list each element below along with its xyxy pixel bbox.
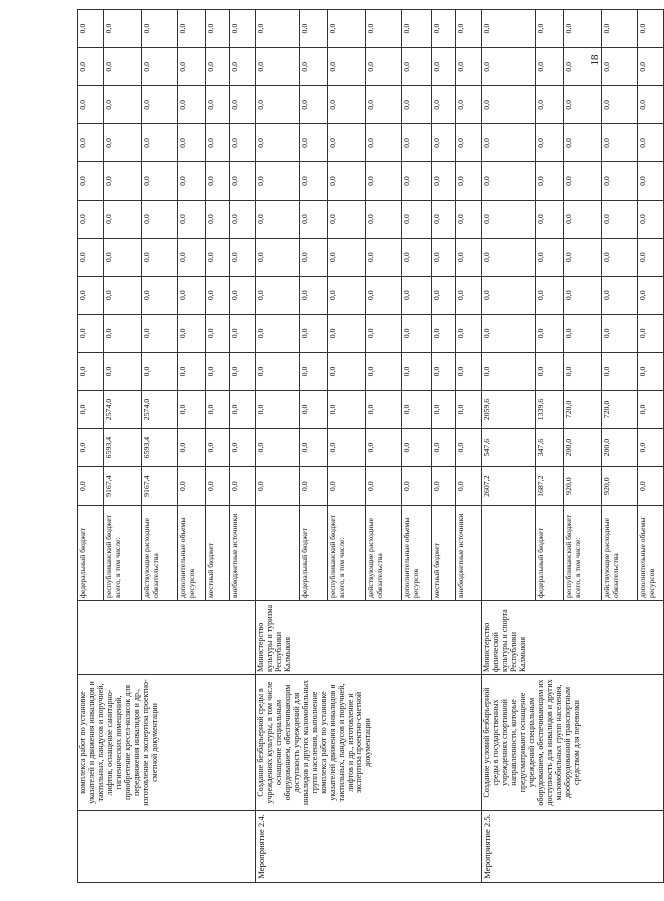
value-cell: 0,0: [432, 352, 456, 390]
value-cell: 0,0: [300, 48, 328, 86]
value-cell: 0,0: [104, 48, 142, 86]
value-cell: 720,0: [602, 390, 638, 428]
value-cell: 0,0: [230, 162, 256, 200]
value-cell: 0,0: [536, 238, 564, 276]
value-cell: 0,0: [366, 352, 402, 390]
value-cell: 0,0: [78, 352, 104, 390]
value-cell: 920,0: [602, 467, 638, 506]
value-cell: 2059,6: [482, 390, 536, 428]
value-cell: 0,0: [142, 10, 178, 48]
value-cell: 0,0: [482, 48, 536, 86]
value-cell: 0,0: [178, 429, 206, 467]
value-cell: 6593,4: [142, 429, 178, 467]
table-row: [482, 10, 536, 883]
value-cell: 0,0: [206, 10, 230, 48]
value-cell: 0,0: [602, 124, 638, 162]
value-cell: 0,0: [402, 86, 432, 124]
page-number: 18: [589, 54, 601, 66]
value-cell: 0,0: [178, 200, 206, 238]
value-cell: 0,0: [456, 162, 482, 200]
value-cell: 0,0: [206, 238, 230, 276]
value-cell: 0,0: [300, 352, 328, 390]
value-cell: 0,0: [256, 352, 300, 390]
value-cell: 0,0: [638, 86, 664, 124]
value-cell: 0,0: [78, 124, 104, 162]
value-cell: 0,0: [638, 390, 664, 428]
value-cell: 0,0: [300, 200, 328, 238]
value-cell: 0,0: [456, 467, 482, 506]
value-cell: 0,0: [142, 86, 178, 124]
value-cell: 0,0: [564, 86, 602, 124]
value-cell: 0,0: [142, 352, 178, 390]
value-cell: 200,0: [564, 429, 602, 467]
value-cell: 0,0: [256, 429, 300, 467]
value-cell: 0,0: [638, 48, 664, 86]
value-cell: 0,0: [142, 200, 178, 238]
value-cell: 0,0: [142, 314, 178, 352]
value-cell: 0,0: [178, 467, 206, 506]
value-cell: 0,0: [178, 390, 206, 428]
value-cell: 6593,4: [104, 429, 142, 467]
value-cell: 0,0: [230, 429, 256, 467]
value-cell: 0,0: [602, 314, 638, 352]
value-cell: 0,0: [602, 200, 638, 238]
value-cell: 0,0: [564, 124, 602, 162]
value-cell: 0,0: [482, 238, 536, 276]
value-cell: 0,0: [456, 429, 482, 467]
value-cell: 0,0: [178, 162, 206, 200]
value-cell: 0,0: [256, 467, 300, 506]
value-cell: 0,0: [142, 238, 178, 276]
value-cell: 0,0: [300, 276, 328, 314]
table-row: [78, 10, 104, 883]
value-cell: 200,0: [602, 429, 638, 467]
value-cell: 0,0: [602, 352, 638, 390]
value-cell: 2574,0: [142, 390, 178, 428]
value-cell: 0,0: [206, 352, 230, 390]
value-cell: 0,0: [456, 48, 482, 86]
value-cell: 0,0: [142, 48, 178, 86]
value-cell: 0,0: [206, 124, 230, 162]
value-cell: 0,0: [366, 200, 402, 238]
value-cell: 0,0: [256, 48, 300, 86]
value-cell: 0,0: [366, 124, 402, 162]
value-cell: 2574,0: [104, 390, 142, 428]
funding-source-cell: [256, 506, 300, 601]
value-cell: 0,0: [256, 238, 300, 276]
funding-source-cell: внебюджетные источники: [456, 506, 482, 601]
measure-cell: [78, 810, 256, 882]
value-cell: 0,0: [564, 10, 602, 48]
value-cell: 0,0: [300, 390, 328, 428]
value-cell: 0,0: [432, 276, 456, 314]
value-cell: 0,0: [482, 276, 536, 314]
value-cell: 0,0: [638, 429, 664, 467]
value-cell: 0,0: [402, 162, 432, 200]
funding-source-cell: республиканский бюджет всего, в том числе:: [328, 506, 366, 601]
value-cell: 0,0: [432, 162, 456, 200]
value-cell: 0,0: [178, 238, 206, 276]
funding-source-cell: местный бюджет: [206, 506, 230, 601]
value-cell: 0,0: [536, 86, 564, 124]
value-cell: 0,0: [256, 86, 300, 124]
value-cell: 9167,4: [104, 467, 142, 506]
value-cell: 0,0: [206, 429, 230, 467]
action-description-cell: Создание условий безбарьерной среды в государственных учреждениях спортивной направленности, которые предусматривают оснащение учреждений специальным оборудованием, обеспечивающим их доступность для инвалидов и других маломобильных групп населения, дооборудованной транспортным средством для перевозки: [482, 675, 664, 811]
value-cell: 0,0: [456, 200, 482, 238]
rotated-table-wrapper: [77, 9, 656, 883]
value-cell: 0,0: [328, 276, 366, 314]
value-cell: 0,0: [564, 276, 602, 314]
value-cell: 0,0: [432, 314, 456, 352]
value-cell: 0,0: [256, 200, 300, 238]
value-cell: 0,0: [638, 124, 664, 162]
value-cell: 0,0: [402, 429, 432, 467]
value-cell: 0,0: [256, 162, 300, 200]
value-cell: 0,0: [482, 314, 536, 352]
value-cell: 0,0: [256, 10, 300, 48]
value-cell: 0,0: [104, 276, 142, 314]
value-cell: 0,0: [300, 238, 328, 276]
value-cell: 0,0: [230, 467, 256, 506]
value-cell: 0,0: [602, 276, 638, 314]
measure-cell: Мероприятие 2.4.: [256, 810, 482, 882]
funding-source-cell: федеральный бюджет: [536, 506, 564, 601]
value-cell: 0,0: [482, 352, 536, 390]
value-cell: 0,0: [230, 86, 256, 124]
value-cell: 0,0: [402, 467, 432, 506]
value-cell: 0,0: [432, 10, 456, 48]
value-cell: 720,0: [564, 390, 602, 428]
value-cell: 0,0: [230, 10, 256, 48]
value-cell: 0,0: [104, 86, 142, 124]
value-cell: 0,0: [638, 200, 664, 238]
value-cell: 0,0: [366, 86, 402, 124]
value-cell: 0,0: [328, 429, 366, 467]
executor-cell: Министерство культуры и туризма Республики Калмыкия: [256, 600, 482, 674]
value-cell: 0,0: [366, 162, 402, 200]
funding-source-cell: дополнительные объемы ресурсов: [178, 506, 206, 601]
value-cell: 0,0: [482, 200, 536, 238]
funding-source-cell: дополнительные объемы ресурсов: [638, 506, 664, 601]
value-cell: 0,0: [78, 10, 104, 48]
value-cell: 0,0: [328, 124, 366, 162]
value-cell: 0,0: [638, 162, 664, 200]
value-cell: 0,0: [638, 10, 664, 48]
value-cell: 0,0: [602, 86, 638, 124]
value-cell: 0,0: [300, 10, 328, 48]
value-cell: 0,0: [78, 276, 104, 314]
funding-source-cell: действующие расходные обязательства: [366, 506, 402, 601]
value-cell: 0,0: [402, 238, 432, 276]
value-cell: 0,0: [602, 10, 638, 48]
value-cell: 0,0: [536, 10, 564, 48]
table-row: [256, 10, 300, 883]
value-cell: 0,0: [366, 429, 402, 467]
executor-cell: [78, 600, 256, 674]
funding-source-cell: республиканский бюджет всего, в том числе:: [564, 506, 602, 601]
action-description-cell: комплекса работ по установке указателей и движения инвалидов и тактильных, пандусов и поручней, лифтов, оснащение санитарно-гигиенических помещений, приобретение кресел-колясок для передвижения инвалидов и др., изготовление и экспертиза проектно-сметной документации: [78, 675, 256, 811]
value-cell: 0,0: [230, 124, 256, 162]
value-cell: 0,0: [402, 48, 432, 86]
value-cell: 0,0: [206, 276, 230, 314]
value-cell: 0,0: [206, 86, 230, 124]
value-cell: 0,0: [256, 390, 300, 428]
value-cell: 0,0: [536, 352, 564, 390]
value-cell: 0,0: [366, 238, 402, 276]
value-cell: 0,0: [300, 467, 328, 506]
value-cell: 0,0: [328, 162, 366, 200]
value-cell: 0,0: [536, 314, 564, 352]
value-cell: 0,0: [432, 390, 456, 428]
value-cell: 2607,2: [482, 467, 536, 506]
value-cell: 0,0: [78, 314, 104, 352]
value-cell: 0,0: [178, 86, 206, 124]
value-cell: 0,0: [456, 86, 482, 124]
funding-source-cell: местный бюджет: [432, 506, 456, 601]
value-cell: 0,0: [78, 48, 104, 86]
value-cell: 0,0: [432, 200, 456, 238]
value-cell: 0,0: [300, 314, 328, 352]
value-cell: 0,0: [104, 200, 142, 238]
value-cell: 0,0: [366, 390, 402, 428]
value-cell: 0,0: [78, 467, 104, 506]
value-cell: 0,0: [206, 200, 230, 238]
value-cell: 0,0: [328, 467, 366, 506]
funding-source-cell: действующие расходные обязательства: [142, 506, 178, 601]
value-cell: 0,0: [432, 124, 456, 162]
value-cell: 0,0: [402, 10, 432, 48]
value-cell: 0,0: [104, 162, 142, 200]
value-cell: 0,0: [256, 276, 300, 314]
value-cell: 0,0: [178, 314, 206, 352]
value-cell: 0,0: [78, 162, 104, 200]
value-cell: 0,0: [300, 429, 328, 467]
value-cell: 920,0: [564, 467, 602, 506]
value-cell: 0,0: [300, 162, 328, 200]
value-cell: 0,0: [456, 352, 482, 390]
value-cell: 0,0: [432, 467, 456, 506]
value-cell: 0,0: [230, 238, 256, 276]
value-cell: 0,0: [328, 48, 366, 86]
value-cell: 0,0: [602, 48, 638, 86]
value-cell: 0,0: [402, 314, 432, 352]
value-cell: 0,0: [230, 352, 256, 390]
value-cell: 0,0: [78, 390, 104, 428]
value-cell: 0,0: [104, 124, 142, 162]
value-cell: 0,0: [536, 276, 564, 314]
value-cell: 0,0: [256, 124, 300, 162]
value-cell: 0,0: [300, 124, 328, 162]
value-cell: 0,0: [78, 86, 104, 124]
value-cell: 347,6: [536, 429, 564, 467]
measure-cell: Мероприятие 2.5.: [482, 810, 664, 882]
value-cell: 0,0: [230, 390, 256, 428]
value-cell: 0,0: [104, 238, 142, 276]
value-cell: 0,0: [178, 48, 206, 86]
value-cell: 0,0: [206, 48, 230, 86]
value-cell: 0,0: [564, 352, 602, 390]
value-cell: 0,0: [456, 276, 482, 314]
value-cell: 0,0: [142, 124, 178, 162]
funding-source-cell: федеральный бюджет: [300, 506, 328, 601]
value-cell: 0,0: [328, 10, 366, 48]
value-cell: 0,0: [602, 238, 638, 276]
value-cell: 0,0: [78, 200, 104, 238]
value-cell: 0,0: [178, 124, 206, 162]
value-cell: 0,0: [456, 314, 482, 352]
value-cell: 0,0: [456, 124, 482, 162]
value-cell: 0,0: [536, 48, 564, 86]
value-cell: 0,0: [602, 162, 638, 200]
value-cell: 0,0: [78, 429, 104, 467]
value-cell: 0,0: [178, 352, 206, 390]
value-cell: 0,0: [366, 48, 402, 86]
value-cell: 0,0: [366, 314, 402, 352]
value-cell: 0,0: [206, 314, 230, 352]
funding-source-cell: действующие расходные обязательства: [602, 506, 638, 601]
value-cell: 0,0: [638, 352, 664, 390]
value-cell: 0,0: [638, 238, 664, 276]
value-cell: 0,0: [104, 314, 142, 352]
funding-source-cell: дополнительные объемы ресурсов: [402, 506, 432, 601]
value-cell: 0,0: [638, 276, 664, 314]
value-cell: 0,0: [482, 86, 536, 124]
value-cell: 547,6: [482, 429, 536, 467]
value-cell: 0,0: [402, 200, 432, 238]
value-cell: 0,0: [402, 276, 432, 314]
value-cell: 0,0: [366, 10, 402, 48]
value-cell: 0,0: [456, 238, 482, 276]
executor-cell: Министерство физической культуры и спорта Республики Калмыкия: [482, 600, 664, 674]
value-cell: 0,0: [142, 162, 178, 200]
action-description-cell: Создание безбарьерной среды в учреждениях культуры, в том числе оснащение специальным оборудованием, обеспечивающим доступность учреждений для инвалидов и других маломобильных групп населения, выполнение комплекса работ по установке указателей движения инвалидов и тактильных, пандусов и поручней, лифтов и др., изготовление и экспертиза проектно-сметной документации: [256, 675, 482, 811]
value-cell: 0,0: [638, 467, 664, 506]
value-cell: 0,0: [178, 276, 206, 314]
value-cell: 0,0: [104, 352, 142, 390]
value-cell: 0,0: [178, 10, 206, 48]
value-cell: 0,0: [402, 390, 432, 428]
value-cell: 0,0: [206, 467, 230, 506]
value-cell: 0,0: [402, 124, 432, 162]
value-cell: 0,0: [456, 390, 482, 428]
value-cell: 0,0: [564, 162, 602, 200]
funding-source-cell: внебюджетные источники: [230, 506, 256, 601]
value-cell: 0,0: [230, 200, 256, 238]
funding-source-cell: [482, 506, 536, 601]
value-cell: 0,0: [328, 86, 366, 124]
value-cell: 0,0: [482, 10, 536, 48]
value-cell: 0,0: [536, 200, 564, 238]
value-cell: 0,0: [432, 429, 456, 467]
value-cell: 0,0: [366, 467, 402, 506]
value-cell: 0,0: [256, 314, 300, 352]
value-cell: 0,0: [536, 124, 564, 162]
value-cell: 0,0: [564, 238, 602, 276]
value-cell: 0,0: [564, 48, 602, 86]
value-cell: 1339,6: [536, 390, 564, 428]
value-cell: 0,0: [104, 10, 142, 48]
value-cell: 0,0: [328, 238, 366, 276]
value-cell: 0,0: [432, 238, 456, 276]
value-cell: 0,0: [402, 352, 432, 390]
value-cell: 0,0: [564, 314, 602, 352]
value-cell: 0,0: [482, 124, 536, 162]
value-cell: 0,0: [564, 200, 602, 238]
value-cell: 0,0: [206, 390, 230, 428]
value-cell: 0,0: [142, 276, 178, 314]
value-cell: 0,0: [638, 314, 664, 352]
value-cell: 0,0: [432, 48, 456, 86]
value-cell: 0,0: [328, 390, 366, 428]
funding-source-cell: республиканский бюджет всего, в том числе:: [104, 506, 142, 601]
value-cell: 1687,2: [536, 467, 564, 506]
value-cell: 0,0: [328, 200, 366, 238]
value-cell: 0,0: [366, 276, 402, 314]
value-cell: 0,0: [230, 314, 256, 352]
value-cell: 0,0: [328, 352, 366, 390]
value-cell: 0,0: [206, 162, 230, 200]
value-cell: 0,0: [432, 86, 456, 124]
value-cell: 0,0: [78, 238, 104, 276]
funding-source-cell: федеральный бюджет: [78, 506, 104, 601]
value-cell: 0,0: [300, 86, 328, 124]
budget-table: [77, 9, 664, 883]
value-cell: 0,0: [456, 10, 482, 48]
value-cell: 9167,4: [142, 467, 178, 506]
value-cell: 0,0: [482, 162, 536, 200]
value-cell: 0,0: [536, 162, 564, 200]
value-cell: 0,0: [230, 48, 256, 86]
value-cell: 0,0: [328, 314, 366, 352]
value-cell: 0,0: [230, 276, 256, 314]
